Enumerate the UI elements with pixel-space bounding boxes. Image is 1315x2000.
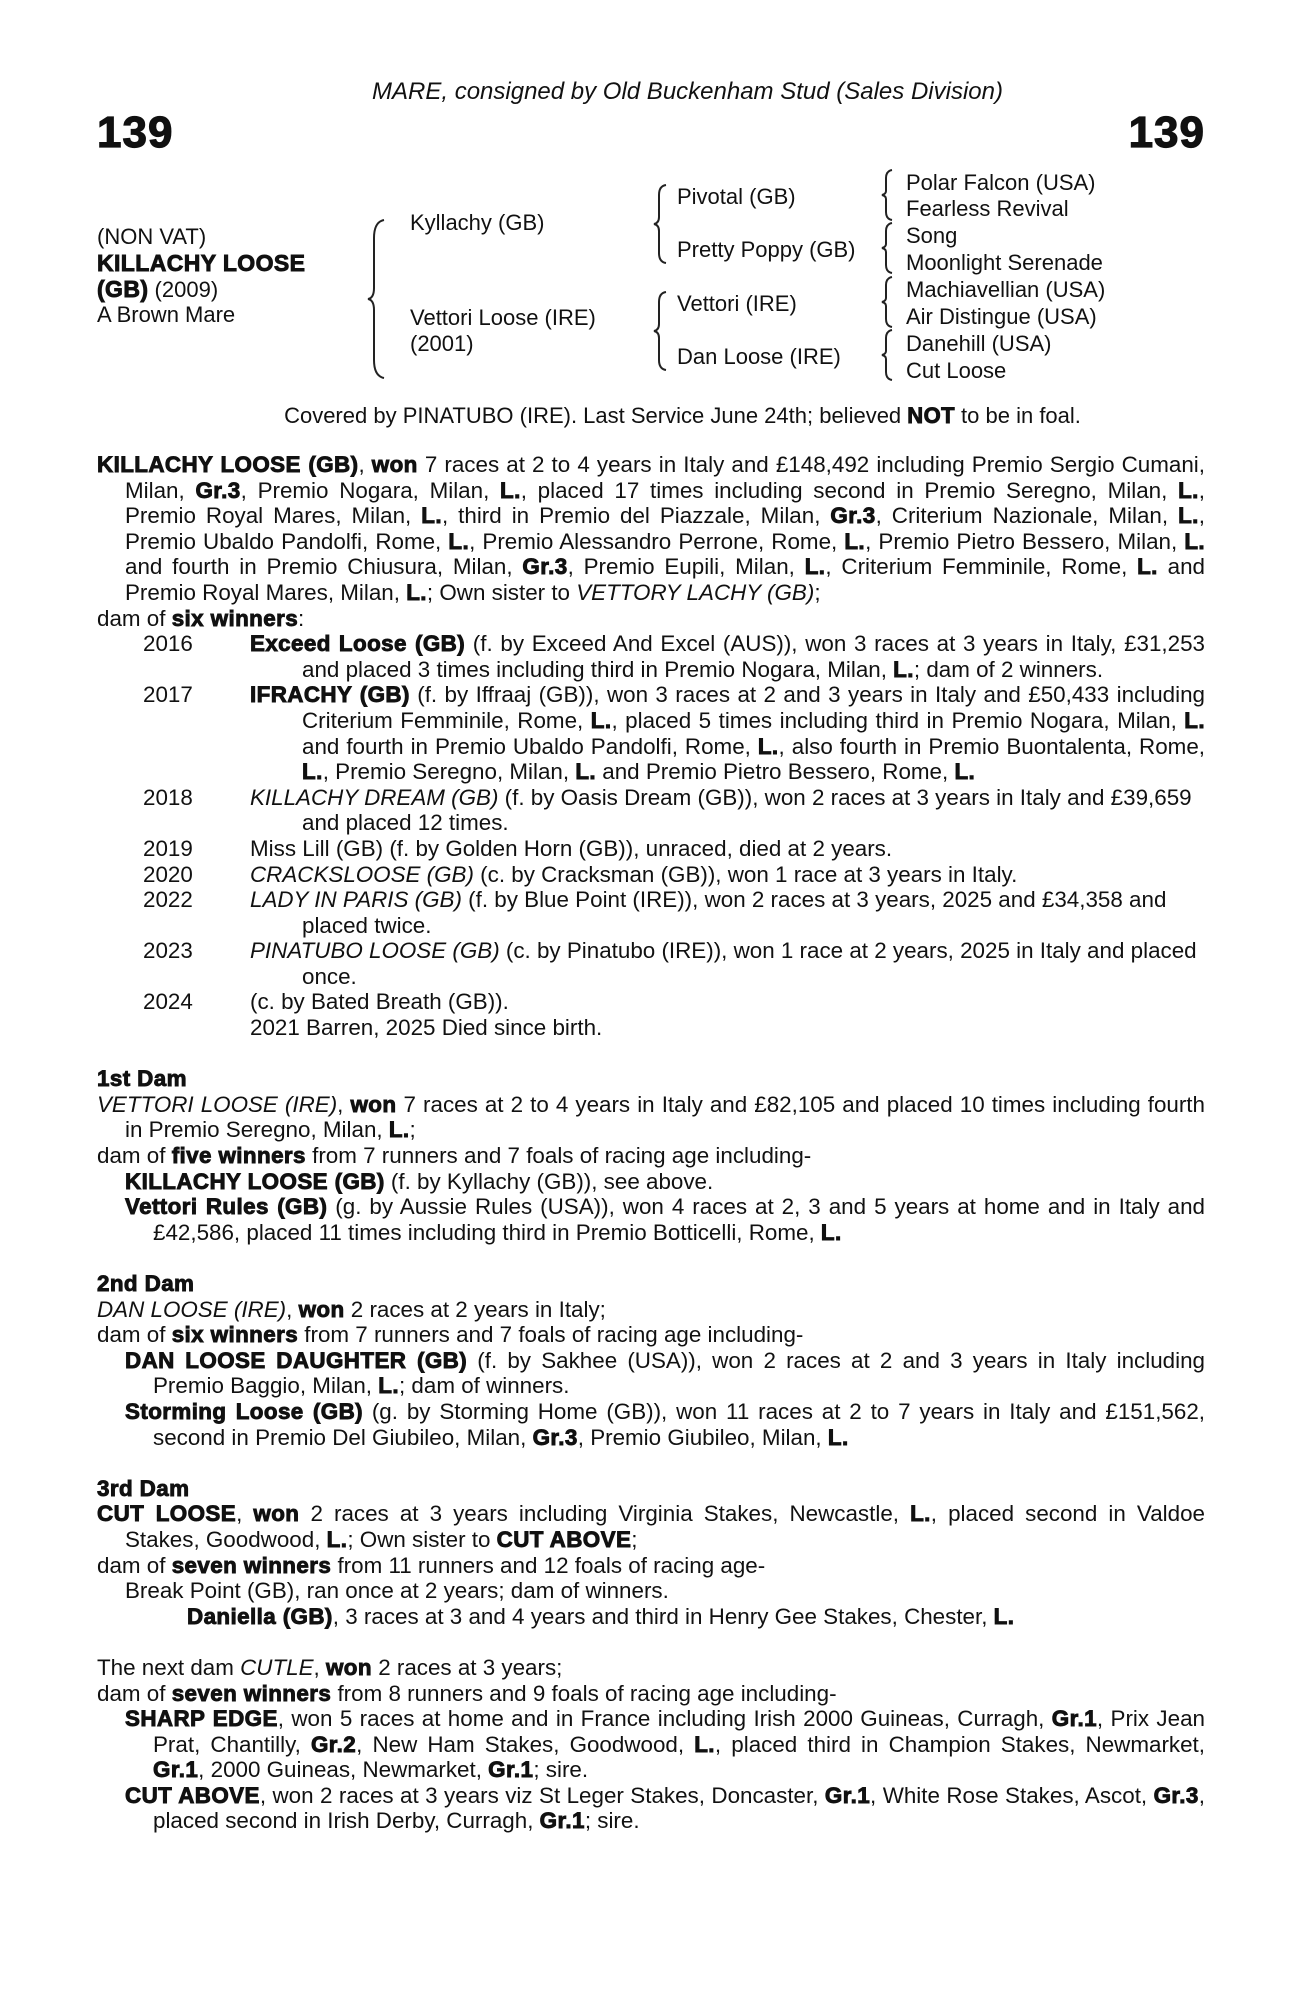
text-run: ; dam of winners. <box>398 1373 570 1399</box>
bold-text: won <box>253 1501 300 1527</box>
text-run: ; sire. <box>584 1808 640 1834</box>
text-run: , 2000 Guineas, Newmarket, <box>198 1757 489 1783</box>
bold-text: Gr.3 <box>1153 1782 1199 1808</box>
text-run: , placed 5 times including third in Premio Nogara, Milan, <box>611 707 1185 733</box>
bold-text: Gr.3 <box>532 1424 578 1450</box>
catalogue-header: MARE, consigned by Old Buckenham Stud (Sales Division) <box>372 78 1003 105</box>
vat-status: (NON VAT) <box>97 224 207 249</box>
text-run: , Criterium Femminile, Rome, <box>825 554 1138 580</box>
covering-text-end: to be in foal. <box>954 403 1081 428</box>
brace-gen3-2 <box>880 221 896 275</box>
third-dam-record: CUT LOOSE, won 2 races at 3 years including Virginia Stakes, Newcastle, L., placed second in Valdoe Stakes, Goodwood, L.; Own sister to CUT ABOVE; <box>97 1501 1205 1552</box>
sire-name: Kyllachy (GB) <box>410 210 545 235</box>
covering-emphasis: NOT <box>907 403 955 428</box>
progeny-year: 2022 <box>143 887 193 913</box>
text-run: ; Own sister to <box>426 579 577 605</box>
text-run: , Premio Pietro Bessero, Milan, <box>865 528 1185 554</box>
text-run: , Premio Nogara, Milan, <box>240 477 501 503</box>
italic-text: VETTORY LACHY (GB) <box>576 579 815 605</box>
bold-text: Vettori Rules (GB) <box>125 1194 328 1220</box>
bold-text: CUT ABOVE <box>496 1526 632 1552</box>
progeny-year: 2020 <box>143 861 193 887</box>
gen2-dam-sire: Vettori (IRE) <box>677 291 797 316</box>
third-dam-heading: 3rd Dam <box>97 1475 190 1501</box>
gen3-3: Song <box>906 223 958 248</box>
bold-text: L. <box>1137 554 1158 580</box>
horse-country: (GB) <box>97 276 149 302</box>
text-run: (f. by Sakhee (USA)), won 2 races at 2 and 3 years in Italy including Premio Baggio, Milan, <box>153 1347 1205 1399</box>
text-run: , placed third in Champion Stakes, Newmarket, <box>714 1731 1205 1757</box>
progeny-row <box>97 631 1205 682</box>
first-dam-summary <box>97 1143 1205 1169</box>
progeny-details <box>250 938 1205 989</box>
progeny-year: 2018 <box>143 784 193 810</box>
text-run: ; <box>409 1117 416 1143</box>
text-run: and Premio Royal Mares, Milan, <box>125 554 1205 605</box>
racing-record: KILLACHY LOOSE (GB), won 7 races at 2 to 4 years in Italy and £148,492 including Premio Sergio Cumani, Milan, Gr.3, Premio Nogara, Milan, L., placed 17 times including second in Premio Seregno, Milan, L., Premio Royal Mares, Milan, L., third in Premio del Piazzale, Milan, Gr.3, Criterium Nazionale, Milan, L., Premio Ubaldo Pandolfi, Rome, L., Premio Alessandro Perrone, Rome, L., Premio Pietro Bessero, Milan, L. and fourth in Premio Chiusura, Milan, Gr.3, Premio Eupili, Milan, L., Criterium Femminile, Rome, L. and Premio Royal Mares, Milan, L.; Own sister to VETTORY LACHY (GB); <box>97 452 1206 605</box>
bold-text: DAN LOOSE DAUGHTER (GB) <box>125 1347 468 1373</box>
text-run: (f. by Blue Point (IRE)), won 2 races at 3 years, 2025 and £34,358 and placed twice. <box>302 887 1167 938</box>
italic-text: LADY IN PARIS (GB) <box>250 887 462 913</box>
bold-text: L. <box>421 503 442 529</box>
first-dam-offspring <box>97 1194 1205 1245</box>
bold-text: L. <box>1178 477 1199 503</box>
text-run: dam of <box>97 1680 172 1706</box>
bold-text: L. <box>827 1424 849 1450</box>
second-dam-heading: 2nd Dam <box>97 1271 195 1296</box>
text-run: , placed second in Valdoe Stakes, Goodwood, <box>125 1501 1205 1552</box>
bold-text: L. <box>910 1501 931 1527</box>
text-run: 7 races at 2 to 4 years in Italy and £148,492 including Premio Sergio Cumani, Milan, <box>125 452 1205 503</box>
bold-text: six winners <box>171 605 299 631</box>
gen3-8: Cut Loose <box>906 358 1007 383</box>
bold-text: L. <box>388 1117 410 1143</box>
second-dam-offspring <box>97 1399 1205 1450</box>
lot-number-right: 139 <box>1128 108 1205 157</box>
text-run: ; dam of 2 winners. <box>913 656 1104 682</box>
bold-text: Gr.3 <box>195 477 241 503</box>
bold-text: L. <box>406 579 427 605</box>
gen2-sire-dam: Pretty Poppy (GB) <box>677 237 856 262</box>
bold-text: L. <box>954 759 976 785</box>
progeny-year: 2019 <box>143 835 193 861</box>
bold-text: L. <box>993 1603 1015 1629</box>
next-dam-offspring <box>97 1706 1205 1783</box>
bold-text: Daniella (GB) <box>187 1603 333 1629</box>
italic-text: PINATUBO LOOSE (GB) <box>250 938 500 964</box>
progeny-year: 2017 <box>143 682 193 708</box>
bold-text: L. <box>844 528 866 554</box>
text-run: , 3 races at 3 and 4 years and third in Henry Gee Stakes, Chester, <box>332 1603 994 1629</box>
progeny-details <box>250 862 1205 888</box>
bold-text: seven winners <box>171 1552 332 1578</box>
bold-text: L. <box>575 759 597 785</box>
brace-gen3-1 <box>880 168 896 222</box>
progeny-row <box>97 887 1205 938</box>
brace-gen1 <box>366 218 390 380</box>
first-dam-record: VETTORI LOOSE (IRE), won 7 races at 2 to 4 years in Italy and £82,105 and placed 10 times including fourth in Premio Seregno, Milan, L.; <box>97 1091 1205 1143</box>
bold-text: L. <box>448 528 470 554</box>
bold-text: Gr.3 <box>522 554 568 580</box>
next-dam-offspring <box>97 1783 1205 1834</box>
text-run: The next dam <box>97 1654 241 1680</box>
text-run: from 11 runners and 12 foals of racing age- <box>331 1552 766 1578</box>
text-run: , Premio Ubaldo Pandolfi, Rome, <box>125 503 1205 554</box>
text-run: and fourth in Premio Chiusura, Milan, <box>125 554 523 580</box>
text-run: (f. by Golden Horn (GB)), unraced, died at 2 years. <box>383 835 893 861</box>
text-run: , third in Premio del Piazzale, Milan, <box>441 503 831 529</box>
text-run: (g. by Aussie Rules (USA)), won 4 races at 2, 3 and 5 years at home and in Italy and £42,586, placed 11 times including third in Premio Botticelli, Rome, <box>153 1194 1205 1245</box>
second-dam-record: DAN LOOSE (IRE), won 2 races at 2 years in Italy; <box>97 1296 606 1322</box>
third-dam-offspring: Break Point (GB), ran once at 2 years; dam of winners. <box>125 1578 669 1604</box>
text-run: , White Rose Stakes, Ascot, <box>870 1782 1154 1808</box>
progeny-year: 2023 <box>143 938 193 964</box>
horse-year: (2009) <box>154 277 219 302</box>
brace-gen2-sire <box>652 183 670 265</box>
text-run: 7 races at 2 to 4 years in Italy and £82,105 and placed 10 times including fourth in Premio Seregno, Milan, <box>125 1091 1205 1143</box>
bold-text: won <box>298 1296 345 1322</box>
text-run: , placed second in Irish Derby, Curragh, <box>153 1782 1205 1834</box>
text-run: , Prix Jean Prat, Chantilly, <box>153 1706 1205 1757</box>
text-run: dam of <box>97 1322 172 1348</box>
text-run: , Premio Alessandro Perrone, Rome, <box>469 528 845 554</box>
gen3-4: Moonlight Serenade <box>906 250 1103 275</box>
bold-text: L. <box>590 707 612 733</box>
bold-text: L. <box>1184 707 1205 733</box>
italic-text: DAN LOOSE (IRE) <box>97 1296 287 1322</box>
bold-text: won <box>325 1654 372 1680</box>
bold-text: SHARP EDGE <box>125 1706 278 1732</box>
gen3-1: Polar Falcon (USA) <box>906 170 1096 195</box>
text-run: ; <box>814 579 821 605</box>
horse-country-year <box>97 276 218 303</box>
italic-text: CUTLE <box>240 1654 314 1680</box>
text-run: , also fourth in Premio Buontalenta, Rome, <box>778 733 1205 759</box>
text-run: from 7 runners and 7 foals of racing age including- <box>305 1143 812 1169</box>
second-dam-summary <box>97 1322 1205 1348</box>
bold-text: L. <box>1178 503 1199 529</box>
bold-text: L. <box>326 1526 348 1552</box>
brace-gen2-dam <box>652 290 670 372</box>
text-run: , Premio Eupili, Milan, <box>567 554 805 580</box>
text-run: (c. by Pinatubo (IRE)), won 1 race at 2 years, 2025 in Italy and placed once. <box>302 938 1197 989</box>
text-run: dam of <box>97 605 172 631</box>
text-run: and fourth in Premio Ubaldo Pandolfi, Rome, <box>302 733 758 759</box>
text-run: (c. by Bated Breath (GB)). <box>250 989 509 1015</box>
text-run: and Premio Pietro Bessero, Rome, <box>596 759 955 785</box>
text-run: , Premio Giubileo, Milan, <box>577 1424 828 1450</box>
lot-number-left: 139 <box>97 108 174 157</box>
bold-text: Storming Loose (GB) <box>125 1398 363 1424</box>
progeny-row <box>97 836 1205 862</box>
progeny-row <box>97 938 1205 989</box>
first-dam-offspring <box>97 1169 1205 1195</box>
brace-gen3-4 <box>880 328 896 382</box>
dam-name: Vettori Loose (IRE) <box>410 305 596 330</box>
bold-text: Gr.1 <box>539 1808 585 1834</box>
progeny-year: 2016 <box>143 631 193 657</box>
third-dam-summary <box>97 1553 1205 1579</box>
catalogue-body <box>97 452 1205 1834</box>
bold-text: KILLACHY LOOSE (GB) <box>125 1168 385 1194</box>
covering-status <box>0 403 1315 429</box>
second-dam-offspring <box>97 1348 1205 1399</box>
text-run: (f. by Oasis Dream (GB)), won 2 races at 3 years in Italy and £39,659 and placed 12 times. <box>302 784 1192 836</box>
progeny-details <box>250 887 1205 938</box>
italic-text: CRACKSLOOSE (GB) <box>250 861 474 887</box>
gen3-2: Fearless Revival <box>906 196 1069 221</box>
bold-text: Gr.3 <box>830 503 876 529</box>
gen3-6: Air Distingue (USA) <box>906 304 1097 329</box>
brace-gen3-3 <box>880 275 896 329</box>
text-run: dam of <box>97 1552 172 1578</box>
text-run: , Criterium Nazionale, Milan, <box>875 503 1179 529</box>
bold-text: Gr.1 <box>488 1757 534 1783</box>
next-dam-record <box>97 1655 1205 1681</box>
gen3-7: Danehill (USA) <box>906 331 1052 356</box>
bold-text: L. <box>694 1731 715 1757</box>
text-run: ; Own sister to <box>347 1526 497 1552</box>
text-run: 2 races at 2 years in Italy; <box>344 1296 606 1322</box>
text-run: (f. by Kyllachy (GB)), see above. <box>384 1168 714 1194</box>
text-run: ; sire. <box>533 1757 589 1783</box>
progeny-row <box>97 989 1205 1015</box>
text-run: , won 2 races at 3 years viz St Leger Stakes, Doncaster, <box>259 1782 825 1808</box>
gen2-dam-dam: Dan Loose (IRE) <box>677 344 841 369</box>
bold-text: KILLACHY LOOSE (GB) <box>97 452 359 477</box>
progeny-row <box>97 682 1205 784</box>
bold-text: L. <box>893 656 914 682</box>
gen3-5: Machiavellian (USA) <box>906 277 1106 302</box>
text-run: 2 races at 3 years; <box>371 1654 563 1680</box>
progeny-note <box>97 1015 1205 1041</box>
text-run: (c. by Cracksman (GB)), won 1 race at 3 years in Italy. <box>473 861 1018 887</box>
italic-text: VETTORI LOOSE (IRE) <box>97 1091 338 1117</box>
text-run: , Premio Seregno, Milan, <box>322 759 576 785</box>
bold-text: Exceed Loose (GB) <box>250 631 466 657</box>
bold-text: Gr.1 <box>824 1782 871 1808</box>
bold-text: won <box>371 452 418 477</box>
text-run: from 7 runners and 7 foals of racing age including- <box>298 1322 804 1348</box>
covering-text: Covered by PINATUBO (IRE). Last Service June 24th; believed <box>284 403 908 428</box>
third-dam-grand-offspring <box>97 1604 1205 1630</box>
bold-text: Gr.1 <box>153 1757 199 1783</box>
bold-text: CUT LOOSE <box>97 1501 237 1527</box>
bold-text: L. <box>500 477 521 503</box>
bold-text: L. <box>757 733 779 759</box>
dam-of-summary <box>97 606 1205 632</box>
bold-text: L. <box>302 759 323 785</box>
italic-text: KILLACHY DREAM (GB) <box>250 784 499 810</box>
horse-name: KILLACHY LOOSE <box>97 250 306 276</box>
bold-text: L. <box>1184 528 1206 554</box>
bold-text: L. <box>804 554 826 580</box>
progeny-details <box>250 785 1205 836</box>
progeny-details <box>250 682 1205 784</box>
text-run: ; <box>631 1526 638 1552</box>
bold-text: six winners <box>171 1322 299 1348</box>
progeny-row <box>97 862 1205 888</box>
bold-text: L. <box>820 1219 842 1245</box>
text-run: Miss Lill (GB) <box>250 835 384 861</box>
bold-text: L. <box>378 1373 399 1399</box>
gen2-sire-sire: Pivotal (GB) <box>677 184 796 209</box>
progeny-details <box>250 836 1205 862</box>
text-run: (f. by Iffraaj (GB)), won 3 races at 2 and 3 years in Italy and £50,433 including Criterium Femminile, Rome, <box>302 682 1205 733</box>
text-run: : <box>298 605 305 631</box>
bold-text: Gr.2 <box>310 1731 357 1757</box>
text-run: from 8 runners and 9 foals of racing age including- <box>331 1680 837 1706</box>
progeny-details: 2021 Barren, 2025 Died since birth. <box>250 1015 603 1041</box>
text-run: , <box>313 1654 326 1680</box>
progeny-details <box>250 631 1205 682</box>
text-run: (g. by Storming Home (GB)), won 11 races at 2 to 7 years in Italy and £151,562, second in Premio Del Giubileo, Milan, <box>153 1398 1205 1450</box>
first-dam-heading: 1st Dam <box>97 1066 187 1092</box>
bold-text: won <box>350 1091 397 1117</box>
horse-description: A Brown Mare <box>97 302 236 327</box>
bold-text: IFRACHY (GB) <box>250 682 410 708</box>
text-run: , placed 17 times including second in Premio Seregno, Milan, <box>520 477 1179 503</box>
text-run: 2 races at 3 years including Virginia Stakes, Newcastle, <box>299 1501 911 1527</box>
bold-text: CUT ABOVE <box>125 1782 260 1808</box>
text-run: , Premio Royal Mares, Milan, <box>125 477 1205 529</box>
progeny-year: 2024 <box>143 989 193 1015</box>
dam-year: (2001) <box>410 331 474 356</box>
text-run: , New Ham Stakes, Goodwood, <box>356 1731 695 1757</box>
progeny-details <box>250 989 1205 1015</box>
bold-text: five winners <box>171 1143 306 1169</box>
progeny-row <box>97 785 1205 836</box>
text-run: dam of <box>97 1143 172 1169</box>
text-run: (f. by Exceed And Excel (AUS)), won 3 races at 3 years in Italy, £31,253 and placed 3 times including third in Premio Nogara, Milan, <box>302 631 1205 682</box>
bold-text: Gr.1 <box>1051 1706 1097 1732</box>
next-dam-summary <box>97 1681 1205 1707</box>
progeny-year <box>97 1015 250 1041</box>
text-run: , won 5 races at home and in France including Irish 2000 Guineas, Curragh, <box>277 1706 1052 1732</box>
bold-text: seven winners <box>171 1680 332 1706</box>
